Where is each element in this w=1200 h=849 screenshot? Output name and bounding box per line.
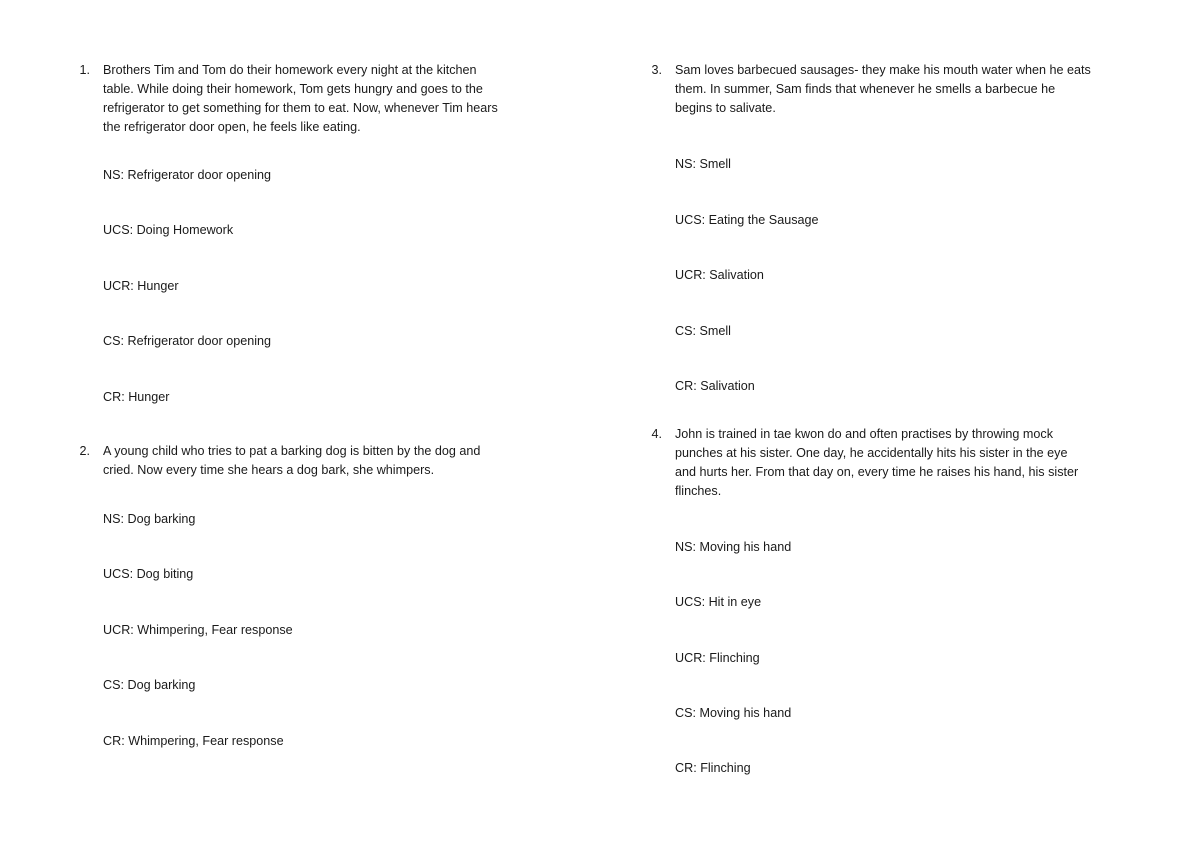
question-text [103, 442, 480, 480]
answer-line: UCR: Whimpering, Fear response [103, 623, 293, 637]
question-line: table. While doing their homework, Tom gets hungry and goes to the [103, 82, 483, 96]
answer-line: CR: Salivation [675, 379, 755, 393]
question-number: 3. [651, 63, 662, 77]
question-text [103, 61, 498, 137]
answer-line: CS: Dog barking [103, 678, 196, 692]
answer-line: NS: Refrigerator door opening [103, 168, 272, 182]
question-line: them. In summer, Sam finds that whenever he smells a barbecue he [675, 82, 1056, 96]
question-text [675, 61, 1091, 118]
answer-line: UCR: Salivation [675, 268, 764, 282]
answer-line: UCR: Flinching [675, 651, 760, 665]
answer-line: NS: Dog barking [103, 512, 196, 526]
question-line: flinches. [675, 484, 722, 498]
question-line: Brothers Tim and Tom do their homework every night at the kitchen [103, 63, 477, 77]
answer-line: CS: Smell [675, 324, 731, 338]
question-line: John is trained in tae kwon do and often practises by throwing mock [675, 427, 1054, 441]
question-line: A young child who tries to pat a barking dog is bitten by the dog and [103, 444, 481, 458]
answer-line: NS: Moving his hand [675, 540, 792, 554]
question-line: and hurts her. From that day on, every time he raises his hand, his sister [675, 465, 1079, 479]
question-text [675, 425, 1078, 501]
answer-line: CR: Flinching [675, 761, 751, 775]
answer-line: UCR: Hunger [103, 279, 179, 293]
answer-line: CS: Moving his hand [675, 706, 792, 720]
question-line: punches at his sister. One day, he accidentally hits his sister in the eye [675, 446, 1068, 460]
question-number: 4. [651, 427, 662, 441]
question-number: 2. [79, 444, 90, 458]
question-line: Sam loves barbecued sausages- they make his mouth water when he eats [675, 63, 1091, 77]
question-line: cried. Now every time she hears a dog bark, she whimpers. [103, 463, 435, 477]
question-line: begins to salivate. [675, 101, 776, 115]
answer-line: UCS: Hit in eye [675, 595, 762, 609]
answer-line: NS: Smell [675, 157, 731, 171]
question-number: 1. [79, 63, 90, 77]
question-line: the refrigerator door open, he feels like eating. [103, 120, 361, 134]
answer-line: UCS: Doing Homework [103, 223, 234, 237]
answer-line: CR: Whimpering, Fear response [103, 734, 284, 748]
answer-line: UCS: Eating the Sausage [675, 213, 819, 227]
answer-line: CR: Hunger [103, 390, 170, 404]
question-line: refrigerator to get something for them to eat. Now, whenever Tim hears [103, 101, 498, 115]
answer-line: CS: Refrigerator door opening [103, 334, 272, 348]
answer-line: UCS: Dog biting [103, 567, 194, 581]
